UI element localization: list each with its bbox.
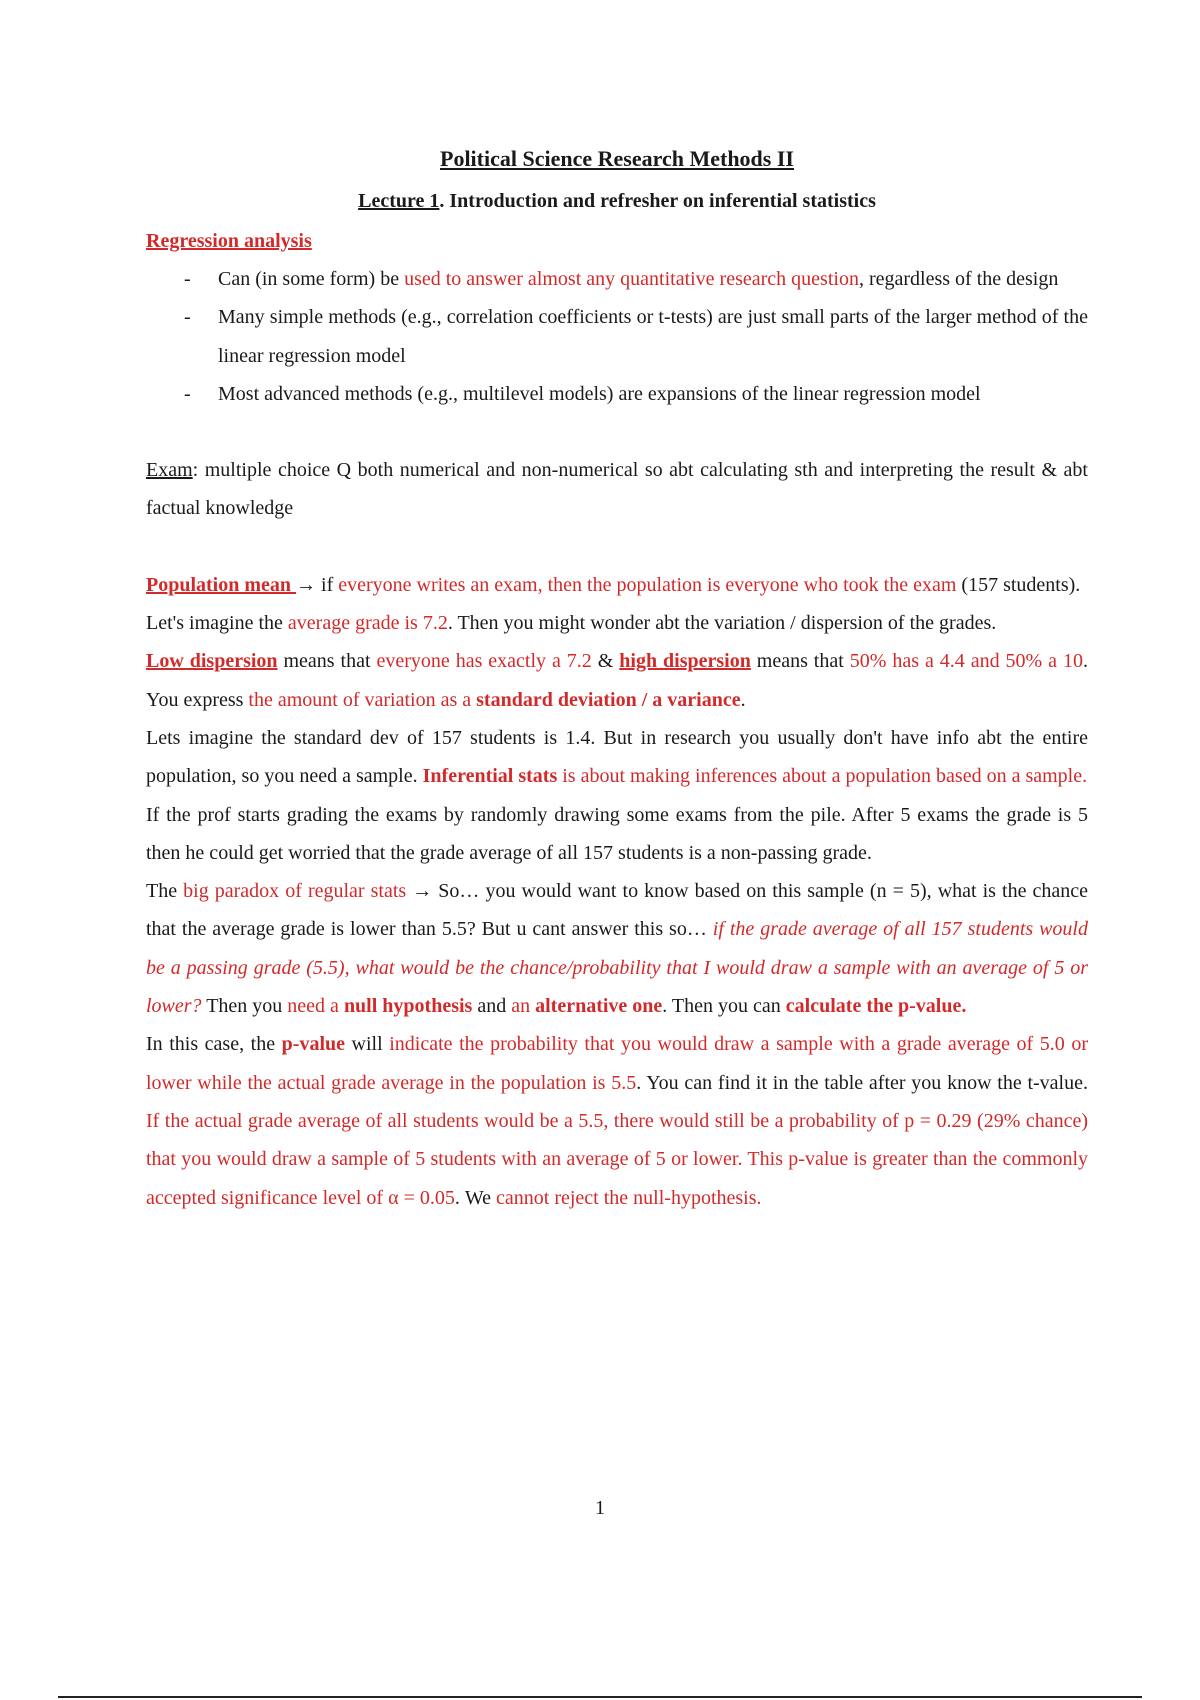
population-mean-paragraph: Population mean → if everyone writes an exam, then the population is everyone who took the exam (157 students). — [146, 573, 1081, 596]
inferential-stats-term: Inferential stats — [422, 765, 558, 788]
inferential-stats-paragraph: Lets imagine the standard dev of 157 students is 1.4. But in research you usually don't have info abt the entire population, so you need a sample. Inferential stats is about making inferences about a population based on a sample. — [146, 726, 1088, 788]
low-dispersion-term: Low dispersion — [146, 650, 278, 673]
null-hypothesis-term: null hypothesis — [343, 995, 473, 1018]
page-number: 1 — [595, 1497, 605, 1519]
regression-bullet-list — [146, 260, 1088, 413]
p-value-paragraph: In this case, the p-value will indicate the probability that you would draw a sample with a grade average of 5.0 or lower while the actual grade average in the population is 5.5. You can find it in the table after you know the t-value. If the actual grade average of all students would be a 5.5, there would still be a probability of p = 0.29 (29% chance) that you would draw a sample of 5 students with an average of 5 or lower. This p-value is greater than the commonly accepted significance level of α = 0.05. We cannot reject the null-hypothesis. — [146, 1033, 1088, 1209]
list-item: - Can (in some form) be used to answer almost any quantitative research question, regardless of the design — [146, 260, 1088, 298]
list-item: - Most advanced methods (e.g., multilevel models) are expansions of the linear regression model — [146, 375, 1088, 413]
population-mean-term: Population mean — [146, 573, 297, 596]
dispersion-paragraph: Low dispersion means that everyone has exactly a 7.2 & high dispersion means that 50% has a 4.4 and 50% a 10. You express the amount of variation as a standard deviation / a variance. — [146, 650, 1088, 711]
spacer — [146, 413, 1088, 451]
page-subtitle — [146, 186, 1088, 216]
grading-paragraph: If the prof starts grading the exams by randomly drawing some exams from the pile. After 5 exams the grade is 5 then he could get worried that the grade average of all 157 students is a non-passing grade. — [146, 803, 1088, 864]
paradox-paragraph: The big paradox of regular stats → So… you would want to know based on this sample (n = 5), what is the chance that the average grade is lower than 5.5? But u cant answer this so… if the grade average of all 157 students would be a passing grade (5.5), what would be the chance/probability that I would draw a sample with an average of 5 or lower? Then you need a null hypothesis and an alternative one. Then you can calculate the p-value. — [146, 880, 1089, 1018]
page-content — [146, 144, 1088, 1217]
exam-paragraph: Exam: multiple choice Q both numerical and non-numerical so abt calculating sth and interpreting the result & abt factual knowledge — [146, 459, 1088, 520]
lecture-label: Lecture 1 — [358, 190, 440, 212]
p-value-term: p-value — [281, 1033, 345, 1056]
subtitle-text: . Introduction and refresher on inferential statistics — [439, 190, 876, 212]
spacer — [146, 528, 1088, 566]
list-item: - Many simple methods (e.g., correlation coefficients or t-tests) are just small parts of the larger method of the linear regression model — [146, 298, 1088, 375]
high-dispersion-term: high dispersion — [619, 650, 751, 673]
page-title: Political Science Research Methods II — [440, 146, 794, 171]
section-heading-regression: Regression analysis — [146, 230, 312, 252]
footer-divider — [58, 1696, 1142, 1698]
average-grade-paragraph: Let's imagine the average grade is 7.2. Then you might wonder abt the variation / dispersion of the grades. — [146, 612, 997, 635]
exam-label: Exam — [146, 459, 193, 482]
alternative-term: alternative one — [535, 995, 663, 1018]
